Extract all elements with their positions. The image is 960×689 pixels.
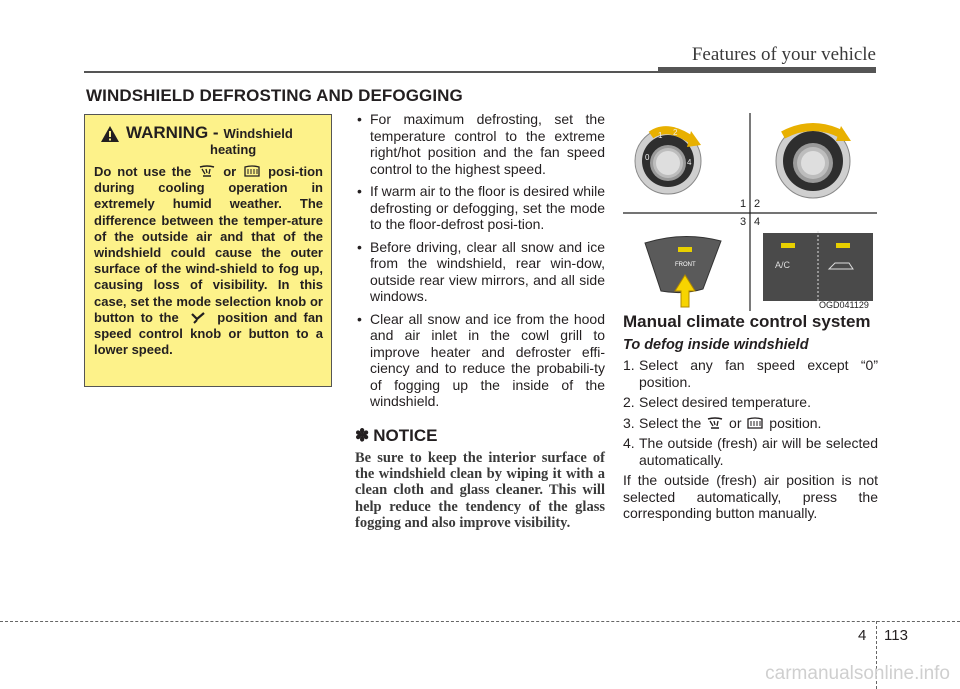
knob-mark-0: 0 (645, 153, 650, 162)
ac-label: A/C (775, 260, 791, 270)
notice-star-icon: ✽ (355, 425, 370, 445)
warning-box (84, 114, 332, 387)
bullet-item: • Clear all snow and ice from the hood and air inlet in the cowl grill to improve heater and defroster effi-ciency and to reduce the probabili-ty of fogging up the inside of the windshield. (355, 311, 605, 410)
right-column (623, 314, 878, 522)
fan-speed-knob (635, 128, 701, 194)
step-number: 1. (623, 357, 635, 373)
front-defrost-button (645, 236, 721, 307)
bullet-item: • If warm air to the floor is desired while defrosting or defogging, set the mode to the floor-defrost posi-tion. (355, 183, 605, 233)
knob-mark-4: 4 (687, 158, 692, 167)
step-item (623, 415, 878, 432)
header-title: Features of your vehicle (691, 44, 876, 65)
knob-mark-1: 1 (658, 131, 663, 140)
step-number: 2. (623, 394, 635, 410)
figure-code: OGD041129 (819, 300, 869, 310)
defrost-icon (242, 165, 262, 178)
step-number: 3. (623, 414, 635, 431)
figure-label-4: 4 (754, 216, 761, 228)
warning-subtitle-2: heating (210, 142, 257, 157)
step-text: Select the (639, 414, 702, 431)
warning-text-c: position and fan speed control knob or button to a lower speed. (94, 309, 323, 358)
bullet-item: • Before driving, clear all snow and ice from the windshield, rear win-dow, outside rear view mirrors, and all side windows. (355, 239, 605, 305)
middle-column (355, 111, 605, 531)
step-text-or: or (729, 414, 742, 431)
footer-rule (0, 621, 960, 622)
chapter-number: 4 (858, 627, 867, 644)
floor-defrost-icon (705, 417, 725, 430)
floor-defrost-icon (197, 165, 217, 178)
warning-triangle-icon (100, 125, 120, 143)
step-item (623, 435, 878, 468)
step-number: 4. (623, 435, 635, 451)
notice-body: Be sure to keep the interior surface of the windshield clean by wiping it with a clean cloth and glass cleaner. This will help reduce the tendency of the glass fogging and also improve visibility. (355, 450, 605, 531)
step-text: Select desired temperature. (639, 394, 811, 410)
warning-text-a: Do not use the (94, 164, 192, 179)
defrost-icon (745, 417, 765, 430)
knob-mark-2: 2 (673, 128, 678, 137)
floor-defrost-mode-icon (185, 311, 211, 324)
step-item (623, 357, 878, 390)
temperature-knob (776, 124, 851, 198)
warning-subtitle: Windshield (223, 126, 293, 141)
ac-buttons (763, 231, 873, 303)
figure-label-1: 1 (740, 198, 747, 210)
front-label: FRONT (675, 262, 696, 268)
warning-text-or: or (223, 164, 237, 179)
step-text: Select any fan speed except “0” position. (639, 357, 878, 390)
manual-subtitle: To defog inside windshield (623, 336, 809, 353)
figure-label-2: 2 (754, 198, 761, 210)
climate-control-figure (623, 113, 877, 311)
warning-text-b: posi-tion during cooling operation in extremely humid weather. The difference between the temper-ature of the outside air and that of the windshield could cause the outer surface of the wind-shield to fog up, causing loss of visibility. In this case, set the mode selection knob or button to the (94, 164, 323, 325)
warning-header (100, 123, 323, 143)
manual-title: Manual climate control system (623, 312, 871, 331)
warning-label: WARNING - (126, 123, 219, 142)
header-rule-accent (658, 67, 876, 72)
figure-label-3: 3 (740, 216, 747, 228)
notice-heading (355, 425, 605, 445)
step-text: position. (769, 414, 822, 431)
step-item (623, 394, 878, 411)
bullet-item: • For maximum defrosting, set the temperature control to the extreme right/hot position and the fan speed control to the highest speed. (355, 111, 605, 177)
watermark: carmanualsonline.info (765, 663, 950, 684)
figure-illustration (623, 113, 877, 311)
page-number: 113 (884, 627, 908, 644)
manual-paragraph: If the outside (fresh) air position is not selected automatically, press the corresponding button manually. (623, 472, 878, 521)
warning-body (94, 164, 323, 358)
step-text: The outside (fresh) air will be selected automatically. (639, 435, 878, 468)
section-title: WINDSHIELD DEFROSTING AND DEFOGGING (86, 86, 463, 105)
notice-title: NOTICE (373, 425, 438, 445)
